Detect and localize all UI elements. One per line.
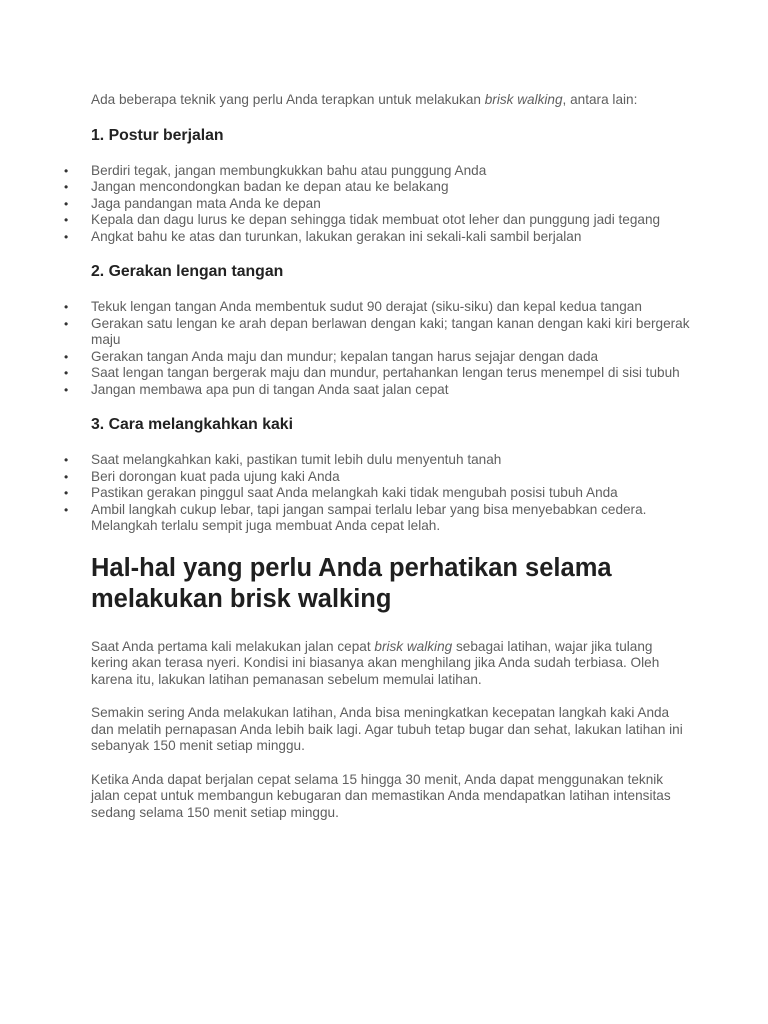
paragraph-2: Semakin sering Anda melakukan latihan, Anda bisa meningkatkan kecepatan langkah kaki Anda dan melatih pernapasan Anda lebih baik lagi. Agar tubuh tetap bugar dan sehat, lakukan latihan ini sebanyak 150 menit setiap minggu.: [91, 705, 683, 753]
bullet-icon: •: [64, 300, 69, 314]
bullet-icon: •: [64, 229, 69, 244]
list-item: • Ambil langkah cukup lebar, tapi jangan sampai terlalu lebar yang bisa menyebabkan cedera. Melangkah terlalu sempit juga membuat Anda cepat lelah.: [64, 501, 647, 533]
bullet-icon: •: [64, 502, 69, 517]
bullet-icon: •: [64, 196, 69, 211]
bullet-icon: •: [64, 469, 69, 484]
list-item: • Berdiri tegak, jangan membungkukkan bahu atau punggung Anda: [64, 162, 487, 178]
list-item: • Saat melangkahkan kaki, pastikan tumit lebih dulu menyentuh tanah: [64, 452, 502, 467]
list-item: • Saat lengan tangan bergerak maju dan mundur, pertahankan lengan terus menempel di sisi tubuh: [64, 365, 680, 380]
list-item: • Jangan mencondongkan badan ke depan atau ke belakang: [64, 179, 449, 194]
intro-paragraph: Ada beberapa teknik yang perlu Anda terapkan untuk melakukan brisk walking, antara lain:: [91, 92, 638, 107]
list-item: • Angkat bahu ke atas dan turunkan, lakukan gerakan ini sekali-kali sambil berjalan: [64, 228, 582, 244]
list-kaki: [64, 452, 691, 535]
list-lengan: [64, 299, 691, 398]
list-postur: [64, 162, 691, 246]
list-item: • Beri dorongan kuat pada ujung kaki Anda: [64, 468, 340, 484]
bullet-icon: •: [64, 382, 69, 397]
article-content: [64, 92, 691, 838]
bullet-icon: •: [64, 163, 69, 178]
section-heading-lengan: 2. Gerakan lengan tangan: [91, 263, 284, 280]
main-heading: Hal-hal yang perlu Anda perhatikan selama melakukan brisk walking: [91, 553, 612, 613]
list-item: • Gerakan tangan Anda maju dan mundur; kepalan tangan harus sejajar dengan dada: [64, 348, 599, 364]
paragraph-3: Ketika Anda dapat berjalan cepat selama 15 hingga 30 menit, Anda dapat menggunakan teknik jalan cepat untuk membangun kebugaran dan memastikan Anda mendapatkan latihan intensitas sedang selama 150 menit setiap minggu.: [91, 771, 671, 820]
bullet-icon: •: [64, 213, 69, 227]
list-item: • Gerakan satu lengan ke arah depan berlawan dengan kaki; tangan kanan dengan kaki kiri bergerak maju: [64, 315, 690, 347]
bullet-icon: •: [64, 316, 69, 331]
list-item: • Jaga pandangan mata Anda ke depan: [64, 195, 321, 211]
bullet-icon: •: [64, 349, 69, 364]
intro-emphasis: brisk walking: [484, 92, 563, 107]
bullet-icon: •: [64, 366, 69, 380]
bullet-icon: •: [64, 180, 69, 194]
list-item: • Pastikan gerakan pinggul saat Anda melangkah kaki tidak mengubah posisi tubuh Anda: [64, 485, 618, 500]
list-item: • Tekuk lengan tangan Anda membentuk sudut 90 derajat (siku-siku) dan kepal kedua tangan: [64, 299, 642, 314]
bullet-icon: •: [64, 453, 69, 467]
section-heading-kaki: 3. Cara melangkahkan kaki: [91, 416, 293, 433]
list-item: • Kepala dan dagu lurus ke depan sehingga tidak membuat otot leher dan punggung jadi tegang: [64, 212, 661, 227]
bullet-icon: •: [64, 486, 69, 500]
paragraph-1-emphasis: brisk walking: [374, 638, 453, 654]
paragraph-1: Saat Anda pertama kali melakukan jalan cepat brisk walking sebagai latihan, wajar jika tulang kering akan terasa nyeri. Kondisi ini biasanya akan menghilang jika Anda sudah terbiasa. Oleh karena itu, lakukan latihan pemanasan sebelum memulai latihan.: [91, 638, 660, 687]
list-item: • Jangan membawa apa pun di tangan Anda saat jalan cepat: [64, 381, 449, 397]
section-heading-postur: 1. Postur berjalan: [91, 126, 224, 144]
